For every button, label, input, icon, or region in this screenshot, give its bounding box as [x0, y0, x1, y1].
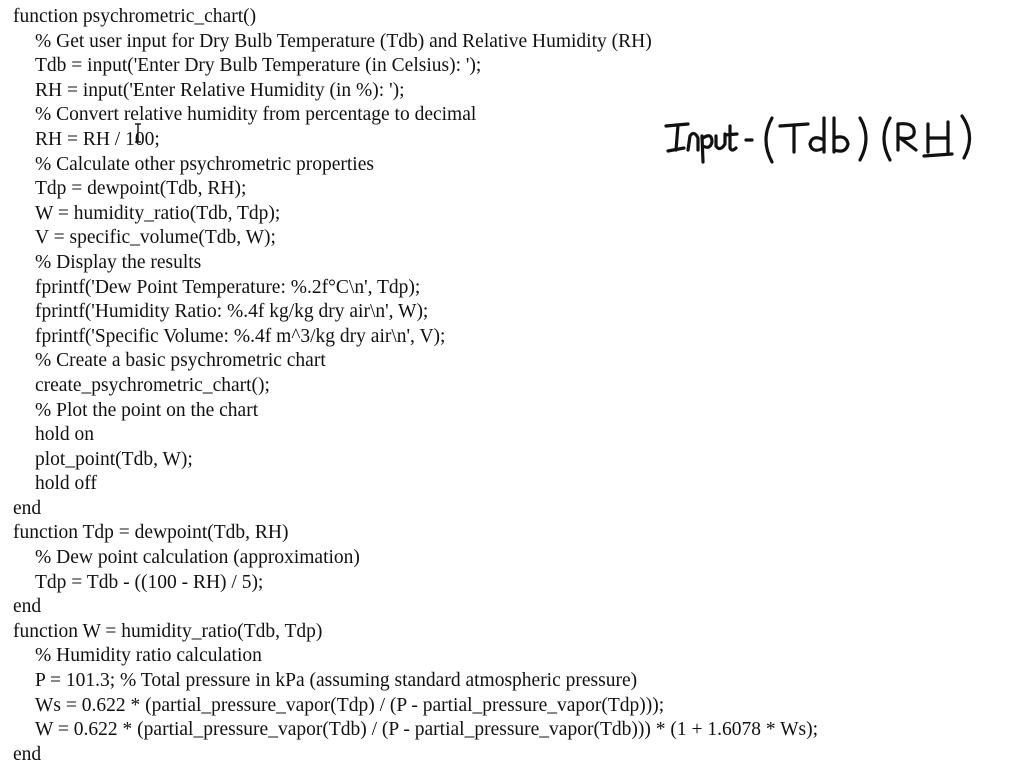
- code-line: V = specific_volume(Tdb, W);: [35, 227, 276, 249]
- code-line: % Convert relative humidity from percentage to decimal: [35, 104, 477, 126]
- code-line: function W = humidity_ratio(Tdb, Tdp): [13, 620, 323, 642]
- code-line: % Create a basic psychrometric chart: [35, 350, 326, 372]
- code-line: fprintf('Dew Point Temperature: %.2f°C\n', Tdp);: [35, 276, 421, 298]
- code-line: Tdp = Tdb - ((100 - RH) / 5);: [35, 571, 264, 593]
- code-line: end: [13, 596, 42, 618]
- code-line: hold on: [35, 424, 95, 446]
- code-line: % Get user input for Dry Bulb Temperature (Tdb) and Relative Humidity (RH): [35, 30, 652, 52]
- code-line: plot_point(Tdb, W);: [35, 448, 193, 470]
- code-line: RH = input('Enter Relative Humidity (in %): ');: [35, 79, 405, 101]
- code-line: function Tdp = dewpoint(Tdb, RH): [13, 522, 289, 544]
- code-line: function psychrometric_chart(): [13, 6, 257, 27]
- code-line: end: [13, 497, 42, 519]
- text-cursor-icon: [134, 123, 142, 143]
- handwritten-annotation: [662, 104, 992, 164]
- code-line: create_psychrometric_chart();: [35, 374, 270, 396]
- code-line: P = 101.3; % Total pressure in kPa (assuming standard atmospheric pressure): [35, 670, 638, 692]
- code-line: % Calculate other psychrometric properties: [35, 153, 374, 175]
- code-line: Tdp = dewpoint(Tdb, RH);: [35, 178, 247, 200]
- code-line: % Dew point calculation (approximation): [35, 547, 360, 569]
- code-line: % Plot the point on the chart: [35, 399, 259, 421]
- code-line: end: [13, 743, 42, 765]
- code-line: Tdb = input('Enter Dry Bulb Temperature (in Celsius): ');: [35, 55, 482, 77]
- code-line: % Humidity ratio calculation: [35, 645, 262, 667]
- code-line: W = 0.622 * (partial_pressure_vapor(Tdb) / (P - partial_pressure_vapor(Tdb))) * (1 + 1.6078 * Ws);: [35, 719, 819, 741]
- code-line: fprintf('Specific Volume: %.4f m^3/kg dry air\n', V);: [35, 325, 446, 347]
- code-line: W = humidity_ratio(Tdb, Tdp);: [35, 202, 281, 224]
- code-line: % Display the results: [35, 251, 202, 273]
- code-line: Ws = 0.622 * (partial_pressure_vapor(Tdp) / (P - partial_pressure_vapor(Tdp)));: [35, 694, 665, 716]
- code-line: RH = RH / 100;: [35, 128, 160, 150]
- code-line: fprintf('Humidity Ratio: %.4f kg/kg dry air\n', W);: [35, 301, 429, 323]
- code-line: hold off: [35, 473, 97, 495]
